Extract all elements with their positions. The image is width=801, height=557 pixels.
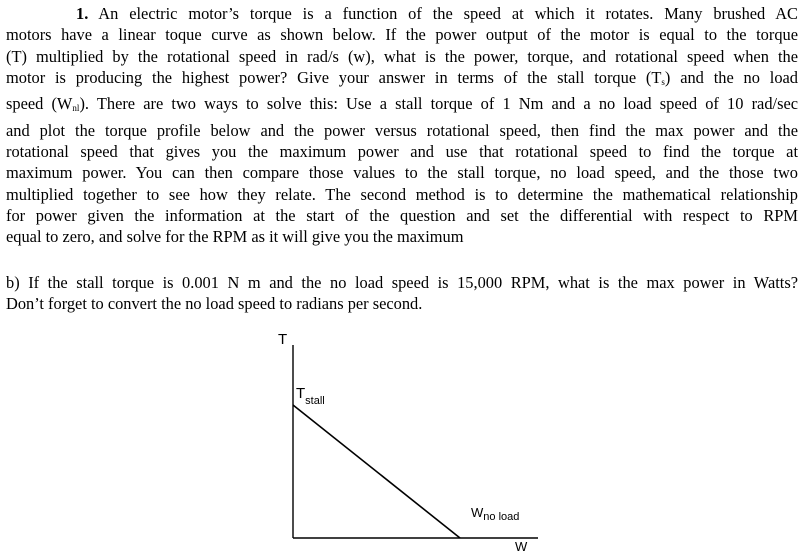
question-line-11: equal to zero, and solve for the RPM as it will give you the maximum bbox=[6, 227, 464, 247]
question-line-6: and plot the torque profile below and the power versus rotational speed, then find the max power and the bbox=[6, 120, 798, 140]
question-line-3: (T) multiplied by the rotational speed in rad/s (w), what is the power, torque, and rotational speed when the bbox=[6, 46, 798, 66]
question-line-2: motors have a linear toque curve as shown below. If the power output of the motor is equal to the torque bbox=[6, 25, 798, 45]
stall-torque-subscript: s bbox=[661, 77, 665, 88]
part-b-line-2: Don’t forget to convert the no load speed to radians per second. bbox=[6, 294, 423, 314]
question-line-7: rotational speed that gives you the maximum power and use that rotational speed to find the torque at bbox=[6, 142, 798, 162]
no-load-speed-subscript: nl bbox=[72, 103, 80, 114]
question-line-4: motor is producing the highest power? Give your answer in terms of the stall torque $(T_s)$ and the no load bbox=[6, 68, 798, 88]
y-axis-label: T bbox=[278, 331, 288, 348]
question-line-9: multiplied together to see how they relate. The second method is to determine the mathematical relationship bbox=[6, 184, 798, 204]
torque-curve-line bbox=[293, 405, 460, 538]
question-line-5: speed $(W_{nl})$. There are two ways to solve this: Use a stall torque of 1 Nm and a no load speed of 10 rad/sec bbox=[6, 94, 798, 114]
question-number: 1. bbox=[76, 4, 89, 23]
question-line-10: for power given the information at the start of the question and set the differential with respect to RPM bbox=[6, 206, 798, 226]
question-line-8: maximum power. You can then compare those values to the stall torque, no load speed, and the those two bbox=[6, 163, 798, 183]
part-b-line-1: b) If the stall torque is 0.001 N m and the no load speed is 15,000 RPM, what is the max power in Watts? bbox=[6, 273, 798, 292]
stall-torque-label: $T_{stall}$ bbox=[296, 385, 325, 407]
question-line-1: 1. An electric motor’s torque is a function of the speed at which it rotates. Many brushed AC bbox=[76, 4, 798, 23]
no-load-speed-label: $W_{no load}$ bbox=[471, 505, 520, 523]
x-axis-label: W bbox=[515, 539, 528, 554]
